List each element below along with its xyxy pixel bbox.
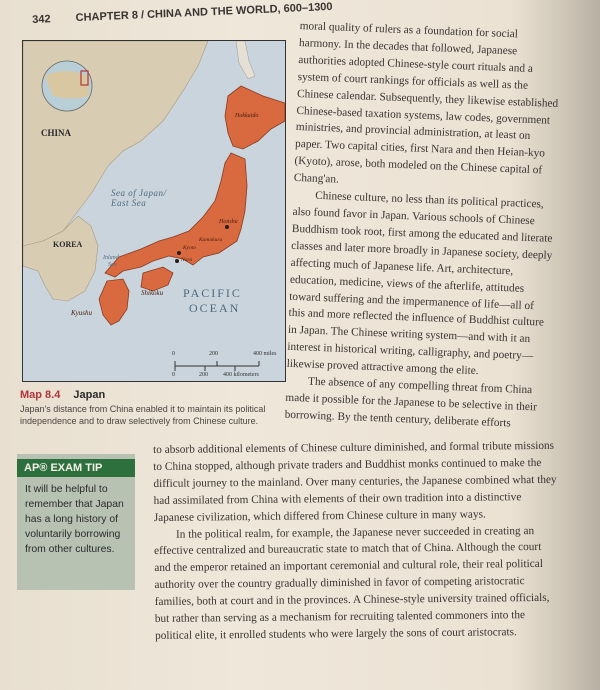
- map-title: Japan: [73, 389, 106, 401]
- label-sea-of-japan: Sea of Japan/: [111, 188, 167, 198]
- map-number: Map 8.4: [20, 389, 61, 401]
- label-china: CHINA: [41, 128, 72, 138]
- label-east-sea: East Sea: [111, 198, 147, 208]
- label-kamakura: Kamakura: [199, 237, 223, 243]
- paragraph: Chinese culture, no less than its political practices, also found favor in Japan. Various schools of Chinese Buddhism took root, first among the educated and literate classes and later more broadly in Japanese society, deeply affecting much of Japanese life. Art, architecture, education, medicine, views of the afterlife, attitudes toward suffering and the impermanence of life—all of this and more reflected the influence of Buddhist culture in Japan. The Chinese writing system—and with it an interest in historical writing, calligraphy, and poetry—likewise proved attractive among the elite.: [286, 189, 553, 378]
- bottom-text-column: [153, 438, 560, 645]
- map-caption: [20, 389, 290, 427]
- paragraph: The absence of any compelling threat from China made it possible for the Japanese to be selective in their borrowing. By the tenth century, deliberate efforts: [284, 375, 538, 430]
- running-header: [32, 1, 333, 26]
- page-number: 342: [32, 13, 51, 26]
- label-honshu: Honshu: [219, 219, 238, 225]
- scale-km-400: 400 kilometers: [223, 372, 259, 378]
- right-text-column: [284, 18, 561, 434]
- label-hokkaido: Hokkaido: [235, 113, 259, 119]
- scale-km-200: 200: [199, 372, 208, 378]
- label-ocean: OCEAN: [189, 301, 241, 315]
- scale-miles-200: 200: [209, 351, 218, 357]
- label-inland-sea-2: Sea: [108, 262, 117, 268]
- scale-miles-0: 0: [172, 351, 175, 357]
- map-graphic: [23, 41, 285, 381]
- label-kyoto: Kyoto: [183, 245, 197, 251]
- scale-miles-400: 400 miles: [253, 351, 277, 357]
- ap-exam-tip-box: [17, 454, 135, 590]
- paragraph: moral quality of rulers as a foundation for social harmony. In the decades that followed, Japanese authorities adopted Chinese-style court rituals and a system of court rankings for officials as well as the Chinese calendar. Subsequently, they likewise established Chinese-based taxation systems, law codes, government ministries, and provincial administration, at least on paper. Two capital cities, first Nara and then Heian-kyo (Kyoto), arose, both modeled on the Chinese capital of Chang'an.: [293, 19, 559, 186]
- exam-tip-body: It will be helpful to remember that Japan has a long history of voluntarily borrowing from other cultures.: [25, 484, 124, 555]
- label-inland-sea: Inland: [103, 255, 119, 261]
- paragraph: to absorb additional elements of Chinese culture diminished, and formal tribute missions to China stopped, although private traders and Buddhist monks continued to make the difficult journey to the mainland. Over many centuries, the Japanese combined what they had assimilated from China with elements of their own tradition into a distinctive Japanese civilization, which differed from Chinese culture in many ways.: [153, 439, 557, 524]
- paragraph: In the political realm, for example, the Japanese never succeeded in creating an effective centralized and bureaucratic state to match that of China. Although the court and the emperor retained an important ceremonial and cultural role, their real political authority over the country gradually diminished in favor of competing aristocratic families, both at court and in the provinces. A Chinese-style university trained officials, but rather than serving as a mechanism for recruiting talented commoners into the political elite, it enrolled students who were largely the sons of court aristocrats.: [154, 524, 550, 642]
- chapter-title: CHAPTER 8 / CHINA AND THE WORLD, 600–1300: [75, 0, 333, 25]
- label-nara: Nara: [181, 257, 193, 263]
- label-korea: KOREA: [53, 240, 83, 249]
- scale-km-0: 0: [172, 372, 175, 378]
- map-description: Japan's distance from China enabled it to maintain its political independence and to draw selectively from Chinese culture.: [20, 404, 266, 426]
- label-shikoku: Shikoku: [141, 289, 164, 297]
- japan-map: [22, 40, 286, 382]
- label-kyushu: Kyushu: [71, 309, 92, 317]
- exam-tip-heading: AP® EXAM TIP: [17, 459, 135, 477]
- label-pacific: PACIFIC: [183, 286, 242, 300]
